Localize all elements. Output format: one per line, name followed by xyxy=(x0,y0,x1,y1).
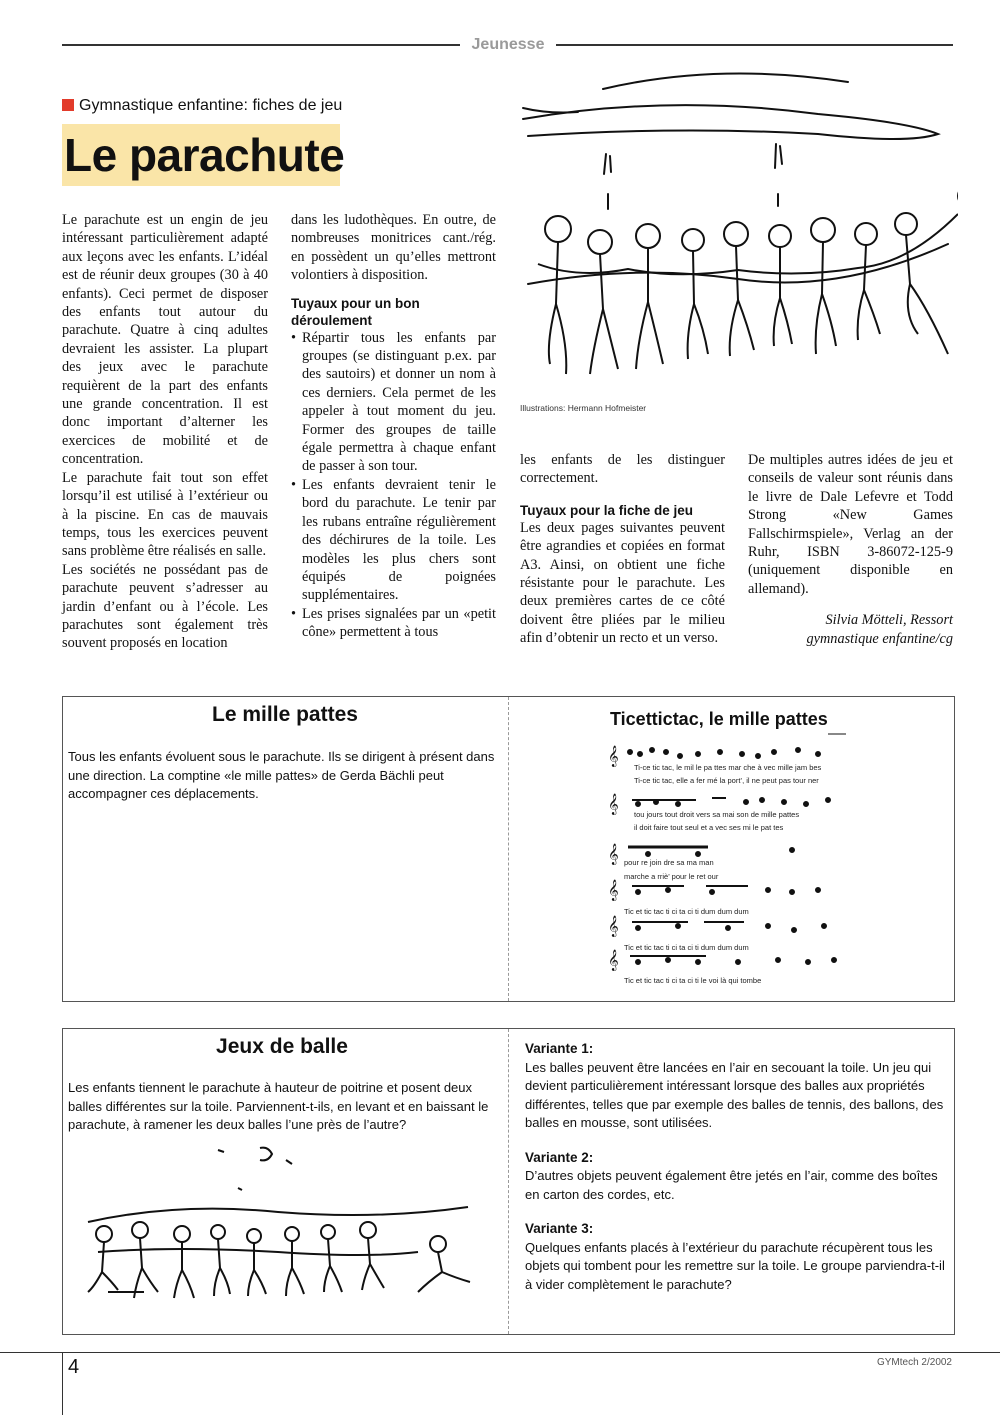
article-column-2 xyxy=(291,211,496,642)
page-number: 4 xyxy=(68,1356,80,1378)
lyric-line: Tic et tic tac ti ci ta ci ti le voi là qui tombe xyxy=(624,976,762,985)
card-title: Jeux de balle xyxy=(216,1035,348,1058)
paragraph: dans les ludothèques. En outre, de nombreuses monitrices cant./rég. en possèdent un qu’elles mettront volontiers à disposition. xyxy=(291,212,496,284)
subheading: Tuyaux pour un bon déroulement xyxy=(291,295,420,328)
lyric-line: tou jours tout droit vers sa mai son de mille pattes xyxy=(634,810,800,819)
fold-line xyxy=(508,1029,509,1334)
card-text: Les enfants tiennent le parachute à hauteur de poitrine et posent deux balles différentes sur la toile. Parviennent-t-ils, en levant et en baissant le parachute, à ramener les deux balles l’une près de l’autre? xyxy=(68,1080,489,1132)
list-item: • Répartir tous les enfants par groupes (se distinguant p.ex. par des sautoirs) et donner un nom à ces derniers. Cela permet de les appeler à tout moment du jeu. Former des groupes de taille égale permettra à chaque enfant de passer à son tour. xyxy=(291,329,496,476)
paragraph: Le parachute fait tout son effet lorsqu’il est utilisé à l’extérieur ou à la piscine. En cas de mauvais temps, tous les exercices peuvent sans problème être réalisés en salle. xyxy=(62,469,268,560)
signature-line-2: gymnastique enfantine/cg xyxy=(806,630,953,647)
card-title: Le mille pattes xyxy=(212,703,358,726)
parachute-canopy xyxy=(523,105,938,139)
parachute-edge xyxy=(88,1207,468,1222)
kicker-text: Gymnastique enfantine: fiches de jeu xyxy=(79,97,343,114)
article-column-1 xyxy=(62,211,268,653)
fold-line xyxy=(508,697,509,1001)
lyric-line: marche a rriè’ pour le ret our xyxy=(624,872,719,881)
footer-rule-vertical xyxy=(62,1352,63,1415)
variants xyxy=(525,1040,949,1294)
ball-game-illustration xyxy=(78,1142,490,1312)
paragraph: Les sociétés ne possédant pas de parachute peuvent s’adresser au jardin d’enfant ou à l’école. Les parachutes sont également très souvent proposés en location xyxy=(62,561,268,652)
variant-text: Les balles peuvent être lancées en l’air en secouant la toile. Un jeu qui devient particulièrement intéressant lorsque des balles aux propriétés différentes, telles que par exemple des balles de tennis, des ballons, des balles en mousse, sont utilisées. xyxy=(525,1059,944,1130)
svg-text:𝄞: 𝄞 xyxy=(608,916,619,937)
song-title: Ticettictac, le mille pattes xyxy=(610,709,828,729)
lyric-line: Ti-ce tic tac, le mil le pa ttes mar che à vec mille jam bes xyxy=(634,763,822,772)
lyric-line: il doit faire tout seul et a vec ses mi le pat tes xyxy=(634,823,784,832)
red-square-icon xyxy=(62,99,74,111)
svg-text:𝄞: 𝄞 xyxy=(608,794,619,815)
variant-text: Quelques enfants placés à l’extérieur du parachute récupèrent tous les objets qui tombent pour les remettre sur la toile. Le groupe parviendra-t-il à vider complètement le parachute? xyxy=(525,1239,945,1292)
header-rule-left xyxy=(62,44,460,46)
article-column-3 xyxy=(520,451,725,648)
signature-line-1: Silvia Mötteli, Ressort xyxy=(825,612,953,629)
subheading: Tuyaux pour la fiche de jeu xyxy=(520,502,694,518)
lyric-line: pour re join dre sa ma man xyxy=(624,858,714,867)
page-title: Le parachute xyxy=(64,129,345,181)
kicker xyxy=(62,97,342,115)
header-rule-right xyxy=(556,44,953,46)
illustration-caption: Illustrations: Hermann Hofmeister xyxy=(520,403,647,413)
paragraph: De multiples autres idées de jeu et conseils de valeur sont réunis dans le livre de Dale Lefevre et Todd Strong «New Games Fallschirmspiele», Verlag an der Ruhr, ISBN 3-86072-125-9 (uniquement disponible en allemand). xyxy=(748,452,953,597)
journal-issue: GYMtech 2/2002 xyxy=(876,1357,952,1368)
parachute-illustration xyxy=(518,64,958,400)
svg-text:𝄞: 𝄞 xyxy=(608,844,619,865)
card-text: Tous les enfants évoluent sous le parachute. Ils se dirigent à présent dans une direction. La comptine «le mille pattes» de Gerda Bächli peut accompagner ces déplacements. xyxy=(68,749,495,801)
variant-title: Variante 3: xyxy=(525,1221,594,1236)
variant-text: D’autres objets peuvent également être jetés en l’air, comme des boîtes en carton des cordes, etc. xyxy=(525,1168,938,1202)
svg-text:𝄞: 𝄞 xyxy=(608,746,619,767)
footer-rule xyxy=(0,1352,1000,1353)
variant-title: Variante 2: xyxy=(525,1149,594,1165)
paragraph: Le parachute est un engin de jeu intéressant particulièrement adapté aux leçons avec les enfants. L’idéal est de réunir deux groupes (30 à 40 enfants). Ceci permet de disposer des enfants tout autour du parachute. Quatre à cinq adultes devraient les assister. La plupart des jeux avec le parachute requièrent de la part des enfants une grande concentration. Il est donc important d’alterner les exercices de mobilité et de concentration. xyxy=(62,212,268,468)
svg-text:𝄞: 𝄞 xyxy=(608,880,619,901)
parachute-top-line xyxy=(603,73,848,89)
paragraph: les enfants de les distinguer correctement. xyxy=(520,452,725,487)
list-item: • Les enfants devraient tenir le bord du parachute. Le tenir par les rubans entraîne régulièrement des déchirures de la toile. Les modèles les plus chers sont équipés de poignées supplémentaires. xyxy=(291,476,496,605)
lyric-line: Tic et tic tac ti ci ta ci ti dum dum dum xyxy=(624,943,749,952)
lyric-line: Ti-ce tic tac, elle a fer mé la port’, il ne peut pas tour ner xyxy=(634,776,819,785)
article-column-4 xyxy=(748,451,953,648)
section-label: Jeunesse xyxy=(471,36,545,53)
paragraph: Les deux pages suivantes peuvent être agrandies et copiées en format A3. Ainsi, on obtient une fiche résistante pour le parachute. Les deux premières cartes de ce côté doivent être pliées par le milieu afin d’obtenir un recto et un verso. xyxy=(520,519,725,647)
tips-list xyxy=(291,329,496,642)
balls xyxy=(218,1148,292,1164)
svg-text:𝄞: 𝄞 xyxy=(608,950,619,971)
list-item: • Les prises signalées par un «petit cône» permettent à tous xyxy=(291,605,496,642)
variant-title: Variante 1: xyxy=(525,1041,594,1056)
lyric-line: Tic et tic tac ti ci ta ci ti dum dum dum xyxy=(624,907,749,916)
